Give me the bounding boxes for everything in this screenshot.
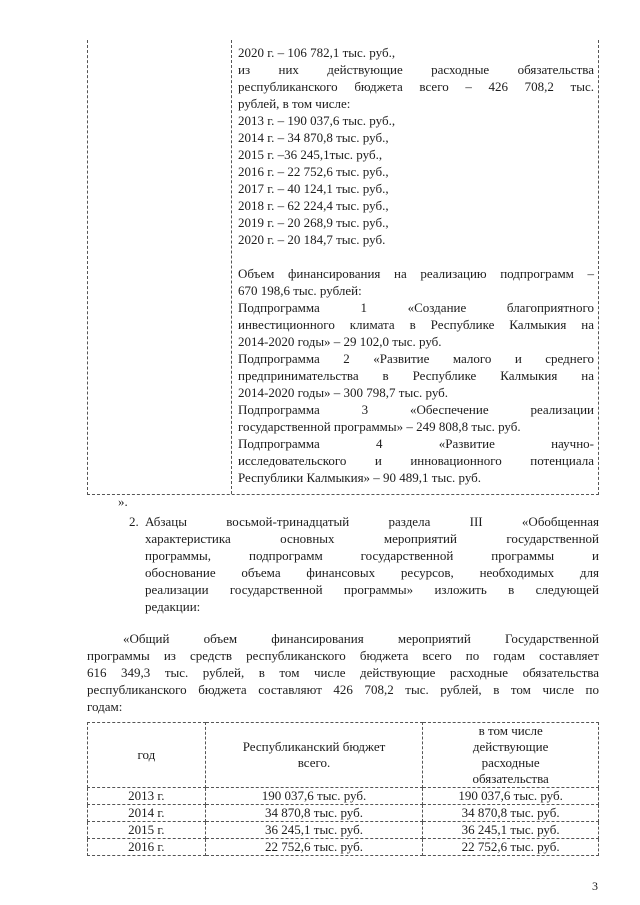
cell-existing: 22 752,6 тыс. руб. (423, 839, 599, 856)
paragraph-line: республиканского бюджета составляют 426 708,2 тыс. рублей, в том числе по (87, 682, 599, 697)
year-funding-line: 2014 г. – 34 870,8 тыс. руб., (238, 130, 389, 145)
funding-2020-line: 2020 г. – 106 782,1 тыс. руб., (238, 45, 396, 60)
item-text-line: обоснование объема финансовых ресурсов, необходимых для (145, 565, 599, 580)
item-text-line: Абзацы восьмой-тринадцатый раздела III «Обобщенная (145, 514, 599, 529)
subprogram-2-line: 2014-2020 годы» – 300 798,7 тыс. руб. (238, 385, 449, 400)
year-funding-line: 2015 г. –36 245,1тыс. руб., (238, 147, 383, 162)
existing-obligations-line: из них действующие расходные обязательства (238, 62, 594, 77)
header-budget (205, 723, 423, 788)
subprogram-4-line: Подпрограмма 4 «Развитие научно- (238, 436, 594, 451)
existing-obligations-line: рублей, в том числе: (238, 96, 351, 111)
header-existing-line: действующие (472, 739, 549, 754)
cell-year: 2015 г. (88, 822, 206, 839)
year-funding-line: 2018 г. – 62 224,4 тыс. руб., (238, 198, 389, 213)
subprogram-total-line: Объем финансирования на реализацию подпрограмм – (238, 266, 594, 281)
subprogram-1-line: Подпрограмма 1 «Создание благоприятного (238, 300, 594, 315)
paragraph-line: годам: (87, 699, 123, 714)
subprogram-2-line: предпринимательства в Республике Калмыкия на (238, 368, 594, 383)
header-existing-line: обязательства (472, 771, 549, 786)
header-existing-line: в том числе (478, 723, 543, 738)
funding-cell (238, 44, 594, 486)
subprogram-3-line: государственной программы» – 249 808,8 тыс. руб. (238, 419, 521, 434)
blank-line (238, 248, 594, 265)
item-text-line: характеристика основных мероприятий государственной (145, 531, 599, 546)
item-text-line: редакции: (145, 599, 201, 614)
cell-year: 2014 г. (88, 805, 206, 822)
header-existing (423, 723, 599, 788)
year-funding-line: 2020 г. – 20 184,7 тыс. руб. (238, 232, 386, 247)
existing-obligations-line: республиканского бюджета всего – 426 708,2 тыс. (238, 79, 594, 94)
item-text-line: программы, подпрограмм государственной программы и (145, 548, 599, 563)
year-funding-line: 2013 г. – 190 037,6 тыс. руб., (238, 113, 396, 128)
page-number: 3 (592, 879, 598, 893)
cell-budget: 190 037,6 тыс. руб. (205, 788, 423, 805)
table-row (88, 839, 599, 856)
cell-budget: 34 870,8 тыс. руб. (205, 805, 423, 822)
item-text (145, 513, 599, 615)
subprogram-total-line: 670 198,6 тыс. рублей: (238, 283, 362, 298)
paragraph-line: программы из средств республиканского бюджета всего по годам составляет (87, 648, 599, 663)
subprogram-1-line: 2014-2020 годы» – 29 102,0 тыс. руб. (238, 334, 442, 349)
subprogram-4-line: исследовательского и инновационного потенциала (238, 453, 594, 468)
funding-paragraph (87, 630, 599, 715)
cell-year: 2013 г. (88, 788, 206, 805)
table-row (88, 822, 599, 839)
subprogram-2-line: Подпрограмма 2 «Развитие малого и среднего (238, 351, 594, 366)
subprogram-3-line: Подпрограмма 3 «Обеспечение реализации (238, 402, 594, 417)
table-column-divider (231, 40, 232, 494)
header-budget-line: Республиканский бюджет (242, 739, 386, 754)
cell-budget: 36 245,1 тыс. руб. (205, 822, 423, 839)
subprogram-4-line: Республики Калмыкия» – 90 489,1 тыс. руб. (238, 470, 482, 485)
cell-year: 2016 г. (88, 839, 206, 856)
year-funding-line: 2017 г. – 40 124,1 тыс. руб., (238, 181, 389, 196)
item-number: 2. (129, 514, 139, 529)
funding-table (87, 40, 599, 495)
header-existing-line: расходные (481, 755, 540, 770)
closing-quote: ». (118, 494, 128, 509)
paragraph-line: 616 349,3 тыс. рублей, в том числе действующие расходные обязательства (87, 665, 599, 680)
cell-budget: 22 752,6 тыс. руб. (205, 839, 423, 856)
paragraph-line: «Общий объем финансирования мероприятий Государственной (123, 631, 599, 646)
year-funding-line: 2019 г. – 20 268,9 тыс. руб., (238, 215, 389, 230)
budget-by-year-table (87, 722, 599, 856)
table-row (88, 788, 599, 805)
cell-existing: 34 870,8 тыс. руб. (423, 805, 599, 822)
header-year: год (88, 723, 206, 788)
header-budget-line: всего. (297, 755, 331, 770)
cell-existing: 36 245,1 тыс. руб. (423, 822, 599, 839)
year-funding-line: 2016 г. – 22 752,6 тыс. руб., (238, 164, 389, 179)
item-text-line: реализации государственной программы» изложить в следующей (145, 582, 599, 597)
cell-existing: 190 037,6 тыс. руб. (423, 788, 599, 805)
table-row (88, 805, 599, 822)
subprogram-1-line: инвестиционного климата в Республике Калмыкия на (238, 317, 594, 332)
table-header-row (88, 723, 599, 788)
amendment-item-2 (129, 513, 599, 615)
